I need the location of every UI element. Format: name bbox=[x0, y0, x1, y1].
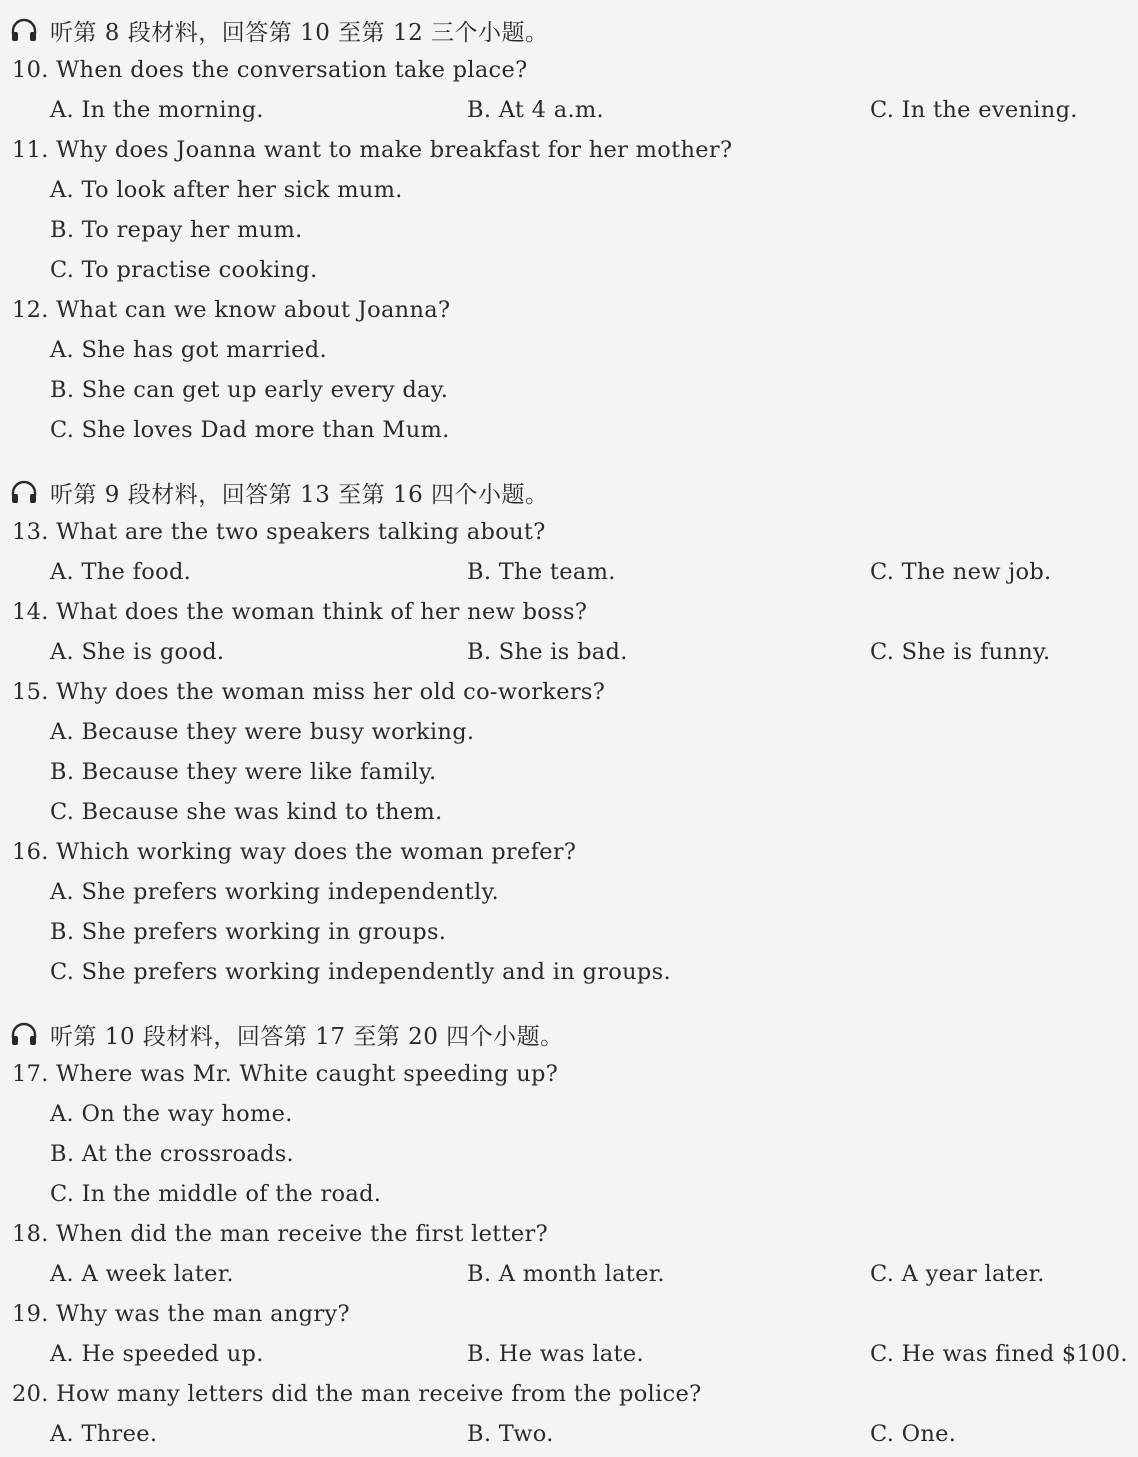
option-a: A. On the way home. bbox=[50, 1101, 293, 1127]
question-stem: 12. What can we know about Joanna? bbox=[12, 297, 451, 323]
section-header-10 bbox=[12, 1014, 1126, 1054]
section-header-8 bbox=[12, 10, 1126, 50]
option-b: B. Because they were like family. bbox=[50, 759, 437, 785]
question-stem: 20. How many letters did the man receive from the police? bbox=[12, 1381, 702, 1407]
question-stem: 11. Why does Joanna want to make breakfast for her mother? bbox=[12, 137, 733, 163]
option-c: C. He was fined $100. bbox=[870, 1341, 1128, 1367]
options-row bbox=[12, 90, 1126, 130]
option-a: A. A week later. bbox=[50, 1261, 234, 1287]
question-stem: 17. Where was Mr. White caught speeding up? bbox=[12, 1061, 559, 1087]
option-b: B. At 4 a.m. bbox=[467, 97, 605, 123]
question-stem: 15. Why does the woman miss her old co-workers? bbox=[12, 679, 606, 705]
option-c: C. In the evening. bbox=[870, 97, 1078, 123]
option-a: A. He speeded up. bbox=[50, 1341, 264, 1367]
options-row bbox=[12, 1414, 1126, 1454]
option-a: A. The food. bbox=[50, 559, 192, 585]
question-stem: 19. Why was the man angry? bbox=[12, 1301, 350, 1327]
question-stem: 10. When does the conversation take place? bbox=[12, 57, 528, 83]
option-b: B. At the crossroads. bbox=[50, 1141, 294, 1167]
headphones-icon bbox=[10, 1022, 38, 1046]
options-row bbox=[12, 552, 1126, 592]
option-a: A. Because they were busy working. bbox=[50, 719, 475, 745]
option-a: A. She is good. bbox=[50, 639, 225, 665]
option-c: C. One. bbox=[870, 1421, 957, 1447]
option-b: B. She can get up early every day. bbox=[50, 377, 449, 403]
option-c: C. A year later. bbox=[870, 1261, 1045, 1287]
option-a: A. In the morning. bbox=[50, 97, 264, 123]
option-b: B. The team. bbox=[467, 559, 616, 585]
section-header-text: 听第 10 段材料，回答第 17 至第 20 四个小题。 bbox=[50, 1023, 564, 1050]
option-b: B. To repay her mum. bbox=[50, 217, 303, 243]
option-a: A. Three. bbox=[50, 1421, 158, 1447]
option-a: A. She prefers working independently. bbox=[50, 879, 499, 905]
option-b: B. He was late. bbox=[467, 1341, 644, 1367]
option-c: C. She prefers working independently and in groups. bbox=[50, 959, 671, 985]
option-c: C. The new job. bbox=[870, 559, 1052, 585]
question-stem: 18. When did the man receive the first letter? bbox=[12, 1221, 548, 1247]
option-b: B. She is bad. bbox=[467, 639, 628, 665]
option-b: B. Two. bbox=[467, 1421, 554, 1447]
options-row bbox=[12, 1254, 1126, 1294]
options-row bbox=[12, 632, 1126, 672]
question-stem: 16. Which working way does the woman prefer? bbox=[12, 839, 577, 865]
option-b: B. She prefers working in groups. bbox=[50, 919, 447, 945]
headphones-icon bbox=[10, 18, 38, 42]
option-c: C. Because she was kind to them. bbox=[50, 799, 443, 825]
option-b: B. A month later. bbox=[467, 1261, 665, 1287]
option-a: A. To look after her sick mum. bbox=[50, 177, 403, 203]
section-header-9 bbox=[12, 472, 1126, 512]
question-stem: 13. What are the two speakers talking about? bbox=[12, 519, 546, 545]
question-stem: 14. What does the woman think of her new boss? bbox=[12, 599, 588, 625]
option-a: A. She has got married. bbox=[50, 337, 327, 363]
options-row bbox=[12, 1334, 1126, 1374]
section-header-text: 听第 8 段材料，回答第 10 至第 12 三个小题。 bbox=[50, 19, 549, 46]
option-c: C. She loves Dad more than Mum. bbox=[50, 417, 450, 443]
option-c: C. In the middle of the road. bbox=[50, 1181, 382, 1207]
option-c: C. To practise cooking. bbox=[50, 257, 318, 283]
headphones-icon bbox=[10, 480, 38, 504]
option-c: C. She is funny. bbox=[870, 639, 1051, 665]
section-header-text: 听第 9 段材料，回答第 13 至第 16 四个小题。 bbox=[50, 481, 549, 508]
